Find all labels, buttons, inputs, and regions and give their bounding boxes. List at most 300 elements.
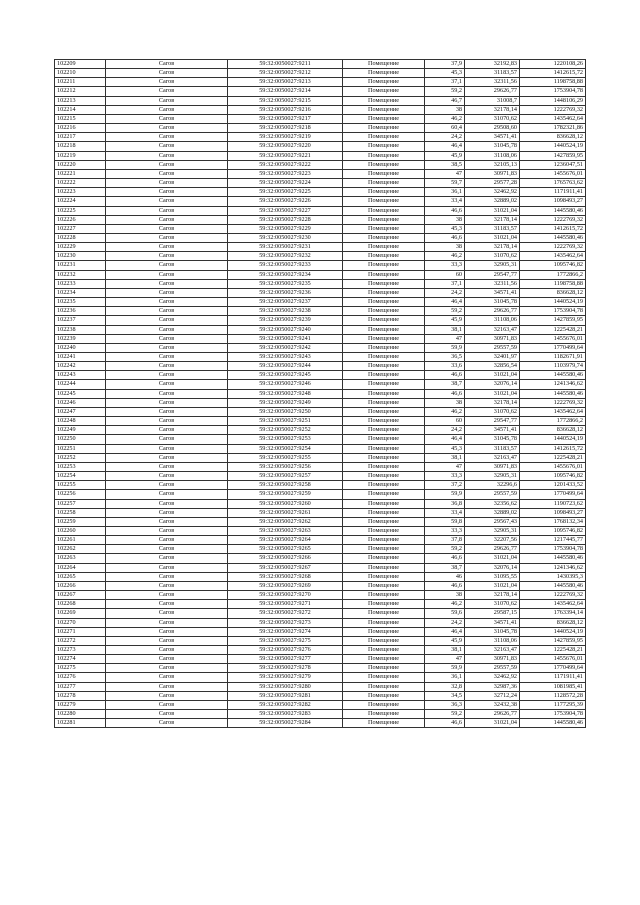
cadastral-number-cell: 59:32:0050027:9267 [228,563,343,572]
row-number: 102210 [55,69,106,78]
table-row [55,343,586,352]
cadastral-number-cell: 59:32:0050027:9270 [228,591,343,600]
unit-price-cell: 31108,06 [465,151,520,160]
row-number: 102269 [55,609,106,618]
object-type-cell: Помещение [343,490,425,499]
unit-price-cell: 30971,83 [465,655,520,664]
row-number: 102235 [55,298,106,307]
cadastral-number-cell: 59:32:0050027:9217 [228,114,343,123]
object-type-cell: Помещение [343,591,425,600]
cadastral-number-cell: 59:32:0050027:9243 [228,353,343,362]
owner-cell: Сагов [106,197,228,206]
row-number: 102244 [55,380,106,389]
table-row [55,682,586,691]
row-number: 102270 [55,618,106,627]
object-type-cell: Помещение [343,69,425,78]
table-row [55,78,586,87]
cadastral-number-cell: 59:32:0050027:9278 [228,664,343,673]
row-number: 102279 [55,700,106,709]
owner-cell: Сагов [106,462,228,471]
total-value-cell: 1225428,21 [520,453,586,462]
total-value-cell: 1201433,52 [520,481,586,490]
owner-cell: Сагов [106,563,228,572]
total-value-cell: 1770499,64 [520,490,586,499]
total-value-cell: 1198758,88 [520,78,586,87]
object-type-cell: Помещение [343,243,425,252]
area-cell: 46,6 [425,206,465,215]
table-row [55,490,586,499]
row-number: 102256 [55,490,106,499]
cadastral-number-cell: 59:32:0050027:9222 [228,160,343,169]
unit-price-cell: 31008,7 [465,96,520,105]
row-number: 102265 [55,572,106,581]
row-number: 102245 [55,389,106,398]
owner-cell: Сагов [106,435,228,444]
area-cell: 36,1 [425,188,465,197]
owner-cell: Сагов [106,105,228,114]
unit-price-cell: 31108,06 [465,636,520,645]
owner-cell: Сагов [106,609,228,618]
total-value-cell: 836628,12 [520,618,586,627]
owner-cell: Сагов [106,710,228,719]
area-cell: 38 [425,243,465,252]
object-type-cell: Помещение [343,435,425,444]
unit-price-cell: 32163,47 [465,646,520,655]
table-row [55,600,586,609]
owner-cell: Сагов [106,224,228,233]
area-cell: 46,2 [425,407,465,416]
unit-price-cell: 31021,04 [465,554,520,563]
unit-price-cell: 29547,77 [465,270,520,279]
object-type-cell: Помещение [343,646,425,655]
cadastral-number-cell: 59:32:0050027:9238 [228,307,343,316]
row-number: 102255 [55,481,106,490]
owner-cell: Сагов [106,188,228,197]
total-value-cell: 1171911,41 [520,188,586,197]
total-value-cell: 1225428,21 [520,325,586,334]
area-cell: 38,1 [425,453,465,462]
table-row [55,444,586,453]
row-number: 102248 [55,417,106,426]
unit-price-cell: 32192,83 [465,60,520,69]
owner-cell: Сагов [106,655,228,664]
unit-price-cell: 31183,57 [465,69,520,78]
unit-price-cell: 31183,57 [465,224,520,233]
row-number: 102271 [55,627,106,636]
object-type-cell: Помещение [343,462,425,471]
table-row [55,87,586,96]
area-cell: 59,8 [425,517,465,526]
cadastral-number-cell: 59:32:0050027:9283 [228,710,343,719]
table-row [55,517,586,526]
total-value-cell: 1171911,41 [520,673,586,682]
owner-cell: Сагов [106,508,228,517]
object-type-cell: Помещение [343,536,425,545]
row-number: 102231 [55,261,106,270]
table-row [55,179,586,188]
table-row [55,389,586,398]
unit-price-cell: 34571,41 [465,133,520,142]
object-type-cell: Помещение [343,188,425,197]
total-value-cell: 1440524,19 [520,627,586,636]
unit-price-cell: 29508,60 [465,124,520,133]
object-type-cell: Помещение [343,343,425,352]
row-number: 102224 [55,197,106,206]
unit-price-cell: 29587,15 [465,609,520,618]
row-number: 102257 [55,499,106,508]
row-number: 102253 [55,462,106,471]
object-type-cell: Помещение [343,600,425,609]
total-value-cell: 1440524,19 [520,435,586,444]
object-type-cell: Помещение [343,197,425,206]
object-type-cell: Помещение [343,325,425,334]
area-cell: 46,7 [425,96,465,105]
total-value-cell: 1772866,2 [520,417,586,426]
object-type-cell: Помещение [343,664,425,673]
area-cell: 46,2 [425,252,465,261]
object-type-cell: Помещение [343,179,425,188]
row-number: 102249 [55,426,106,435]
object-type-cell: Помещение [343,572,425,581]
owner-cell: Сагов [106,499,228,508]
owner-cell: Сагов [106,78,228,87]
object-type-cell: Помещение [343,710,425,719]
row-number: 102227 [55,224,106,233]
owner-cell: Сагов [106,398,228,407]
unit-price-cell: 31070,62 [465,252,520,261]
table-row [55,233,586,242]
cadastral-number-cell: 59:32:0050027:9230 [228,233,343,242]
owner-cell: Сагов [106,554,228,563]
object-type-cell: Помещение [343,298,425,307]
table-row [55,362,586,371]
row-number: 102273 [55,646,106,655]
area-cell: 59,9 [425,490,465,499]
cadastral-number-cell: 59:32:0050027:9220 [228,142,343,151]
table-row [55,169,586,178]
cadastral-number-cell: 59:32:0050027:9246 [228,380,343,389]
cadastral-number-cell: 59:32:0050027:9234 [228,270,343,279]
unit-price-cell: 32889,02 [465,508,520,517]
cadastral-number-cell: 59:32:0050027:9224 [228,179,343,188]
area-cell: 60 [425,417,465,426]
table-row [55,334,586,343]
owner-cell: Сагов [106,673,228,682]
owner-cell: Сагов [106,279,228,288]
row-number: 102251 [55,444,106,453]
table-row [55,252,586,261]
area-cell: 38 [425,591,465,600]
total-value-cell: 1753904,78 [520,545,586,554]
row-number: 102240 [55,343,106,352]
unit-price-cell: 34571,41 [465,426,520,435]
area-cell: 38 [425,105,465,114]
table-row [55,673,586,682]
table-row [55,453,586,462]
area-cell: 45,3 [425,444,465,453]
table-row [55,572,586,581]
total-value-cell: 1241346,62 [520,380,586,389]
area-cell: 36,5 [425,353,465,362]
object-type-cell: Помещение [343,673,425,682]
total-value-cell: 1103979,74 [520,362,586,371]
unit-price-cell: 32178,14 [465,398,520,407]
total-value-cell: 1098493,27 [520,197,586,206]
cadastral-number-cell: 59:32:0050027:9245 [228,371,343,380]
area-cell: 33,6 [425,362,465,371]
object-type-cell: Помещение [343,407,425,416]
object-type-cell: Помещение [343,87,425,96]
cadastral-number-cell: 59:32:0050027:9255 [228,453,343,462]
object-type-cell: Помещение [343,426,425,435]
table-row [55,618,586,627]
unit-price-cell: 32462,92 [465,188,520,197]
object-type-cell: Помещение [343,151,425,160]
table-row [55,206,586,215]
total-value-cell: 1435462,64 [520,407,586,416]
table-row [55,472,586,481]
area-cell: 46,4 [425,142,465,151]
cadastral-number-cell: 59:32:0050027:9263 [228,526,343,535]
total-value-cell: 1222769,32 [520,105,586,114]
owner-cell: Сагов [106,490,228,499]
unit-price-cell: 32712,24 [465,691,520,700]
owner-cell: Сагов [106,453,228,462]
owner-cell: Сагов [106,719,228,728]
table-row [55,664,586,673]
area-cell: 37,8 [425,536,465,545]
total-value-cell: 1445580,46 [520,389,586,398]
object-type-cell: Помещение [343,581,425,590]
owner-cell: Сагов [106,371,228,380]
table-row [55,545,586,554]
table-row [55,151,586,160]
owner-cell: Сагов [106,215,228,224]
cadastral-number-cell: 59:32:0050027:9242 [228,343,343,352]
area-cell: 46,2 [425,600,465,609]
area-cell: 46 [425,572,465,581]
area-cell: 37,9 [425,60,465,69]
table-row [55,691,586,700]
table-row [55,407,586,416]
row-number: 102213 [55,96,106,105]
object-type-cell: Помещение [343,261,425,270]
row-number: 102275 [55,664,106,673]
total-value-cell: 1445580,46 [520,719,586,728]
area-cell: 36,3 [425,700,465,709]
table-row [55,719,586,728]
total-value-cell: 1222769,32 [520,243,586,252]
cadastral-number-cell: 59:32:0050027:9228 [228,215,343,224]
table-row [55,114,586,123]
table-row [55,636,586,645]
owner-cell: Сагов [106,362,228,371]
object-type-cell: Помещение [343,124,425,133]
row-number: 102220 [55,160,106,169]
object-type-cell: Помещение [343,215,425,224]
owner-cell: Сагов [106,142,228,151]
table-row [55,417,586,426]
row-number: 102266 [55,581,106,590]
total-value-cell: 1095746,82 [520,526,586,535]
row-number: 102234 [55,288,106,297]
unit-price-cell: 29557,59 [465,343,520,352]
table-row [55,499,586,508]
unit-price-cell: 29577,28 [465,179,520,188]
cadastral-number-cell: 59:32:0050027:9249 [228,398,343,407]
area-cell: 38,1 [425,646,465,655]
area-cell: 24,2 [425,288,465,297]
table-row [55,270,586,279]
object-type-cell: Помещение [343,481,425,490]
table-row [55,536,586,545]
row-number: 102232 [55,270,106,279]
area-cell: 33,4 [425,508,465,517]
cadastral-number-cell: 59:32:0050027:9239 [228,316,343,325]
object-type-cell: Помещение [343,526,425,535]
total-value-cell: 1412615,72 [520,444,586,453]
unit-price-cell: 32356,62 [465,499,520,508]
row-number: 102261 [55,536,106,545]
table-row [55,646,586,655]
total-value-cell: 1770499,64 [520,343,586,352]
total-value-cell: 1445580,46 [520,233,586,242]
area-cell: 24,2 [425,426,465,435]
total-value-cell: 1455676,01 [520,655,586,664]
owner-cell: Сагов [106,380,228,389]
cadastral-number-cell: 59:32:0050027:9259 [228,490,343,499]
unit-price-cell: 31021,04 [465,206,520,215]
row-number: 102228 [55,233,106,242]
row-number: 102268 [55,600,106,609]
unit-price-cell: 29557,59 [465,664,520,673]
table-row [55,60,586,69]
unit-price-cell: 34571,41 [465,288,520,297]
total-value-cell: 1430395,3 [520,572,586,581]
area-cell: 59,7 [425,179,465,188]
owner-cell: Сагов [106,298,228,307]
cadastral-number-cell: 59:32:0050027:9279 [228,673,343,682]
table-row [55,105,586,114]
row-number: 102219 [55,151,106,160]
object-type-cell: Помещение [343,270,425,279]
area-cell: 38,1 [425,325,465,334]
total-value-cell: 1753904,78 [520,307,586,316]
table-row [55,609,586,618]
total-value-cell: 1763394,14 [520,609,586,618]
area-cell: 46,6 [425,371,465,380]
row-number: 102222 [55,179,106,188]
area-cell: 59,2 [425,307,465,316]
total-value-cell: 1753904,78 [520,710,586,719]
table-row [55,380,586,389]
cadastral-number-cell: 59:32:0050027:9248 [228,389,343,398]
cadastral-number-cell: 59:32:0050027:9221 [228,151,343,160]
cadastral-number-cell: 59:32:0050027:9214 [228,87,343,96]
area-cell: 37,1 [425,78,465,87]
owner-cell: Сагов [106,206,228,215]
owner-cell: Сагов [106,472,228,481]
object-type-cell: Помещение [343,417,425,426]
row-number: 102221 [55,169,106,178]
object-type-cell: Помещение [343,719,425,728]
area-cell: 45,3 [425,69,465,78]
total-value-cell: 1427859,95 [520,316,586,325]
row-number: 102254 [55,472,106,481]
unit-price-cell: 30971,83 [465,334,520,343]
total-value-cell: 1412615,72 [520,69,586,78]
table-row [55,554,586,563]
unit-price-cell: 32432,38 [465,700,520,709]
row-number: 102215 [55,114,106,123]
unit-price-cell: 29567,43 [465,517,520,526]
unit-price-cell: 31070,62 [465,407,520,416]
area-cell: 46,6 [425,233,465,242]
table-row [55,261,586,270]
total-value-cell: 1217445,77 [520,536,586,545]
cadastral-number-cell: 59:32:0050027:9274 [228,627,343,636]
object-type-cell: Помещение [343,563,425,572]
owner-cell: Сагов [106,417,228,426]
property-table [54,59,586,728]
unit-price-cell: 30971,83 [465,462,520,471]
cadastral-number-cell: 59:32:0050027:9277 [228,655,343,664]
unit-price-cell: 32178,14 [465,243,520,252]
area-cell: 33,3 [425,526,465,535]
owner-cell: Сагов [106,261,228,270]
owner-cell: Сагов [106,270,228,279]
owner-cell: Сагов [106,252,228,261]
object-type-cell: Помещение [343,206,425,215]
area-cell: 45,3 [425,224,465,233]
owner-cell: Сагов [106,343,228,352]
total-value-cell: 1768132,34 [520,517,586,526]
row-number: 102281 [55,719,106,728]
table-row [55,462,586,471]
total-value-cell: 1455676,01 [520,334,586,343]
owner-cell: Сагов [106,114,228,123]
object-type-cell: Помещение [343,334,425,343]
area-cell: 34,5 [425,691,465,700]
table-row [55,142,586,151]
total-value-cell: 1182671,91 [520,353,586,362]
cadastral-number-cell: 59:32:0050027:9284 [228,719,343,728]
table-row [55,426,586,435]
cadastral-number-cell: 59:32:0050027:9261 [228,508,343,517]
table-row [55,298,586,307]
table-row [55,526,586,535]
object-type-cell: Помещение [343,96,425,105]
object-type-cell: Помещение [343,627,425,636]
object-type-cell: Помещение [343,279,425,288]
cadastral-number-cell: 59:32:0050027:9231 [228,243,343,252]
total-value-cell: 1241346,62 [520,563,586,572]
object-type-cell: Помещение [343,353,425,362]
row-number: 102260 [55,526,106,535]
cadastral-number-cell: 59:32:0050027:9266 [228,554,343,563]
unit-price-cell: 32178,14 [465,591,520,600]
row-number: 102211 [55,78,106,87]
table-row [55,243,586,252]
cadastral-number-cell: 59:32:0050027:9225 [228,188,343,197]
cadastral-number-cell: 59:32:0050027:9256 [228,462,343,471]
table-row [55,700,586,709]
total-value-cell: 1445580,46 [520,581,586,590]
total-value-cell: 1445580,46 [520,554,586,563]
owner-cell: Сагов [106,600,228,609]
cadastral-number-cell: 59:32:0050027:9211 [228,60,343,69]
cadastral-number-cell: 59:32:0050027:9254 [228,444,343,453]
